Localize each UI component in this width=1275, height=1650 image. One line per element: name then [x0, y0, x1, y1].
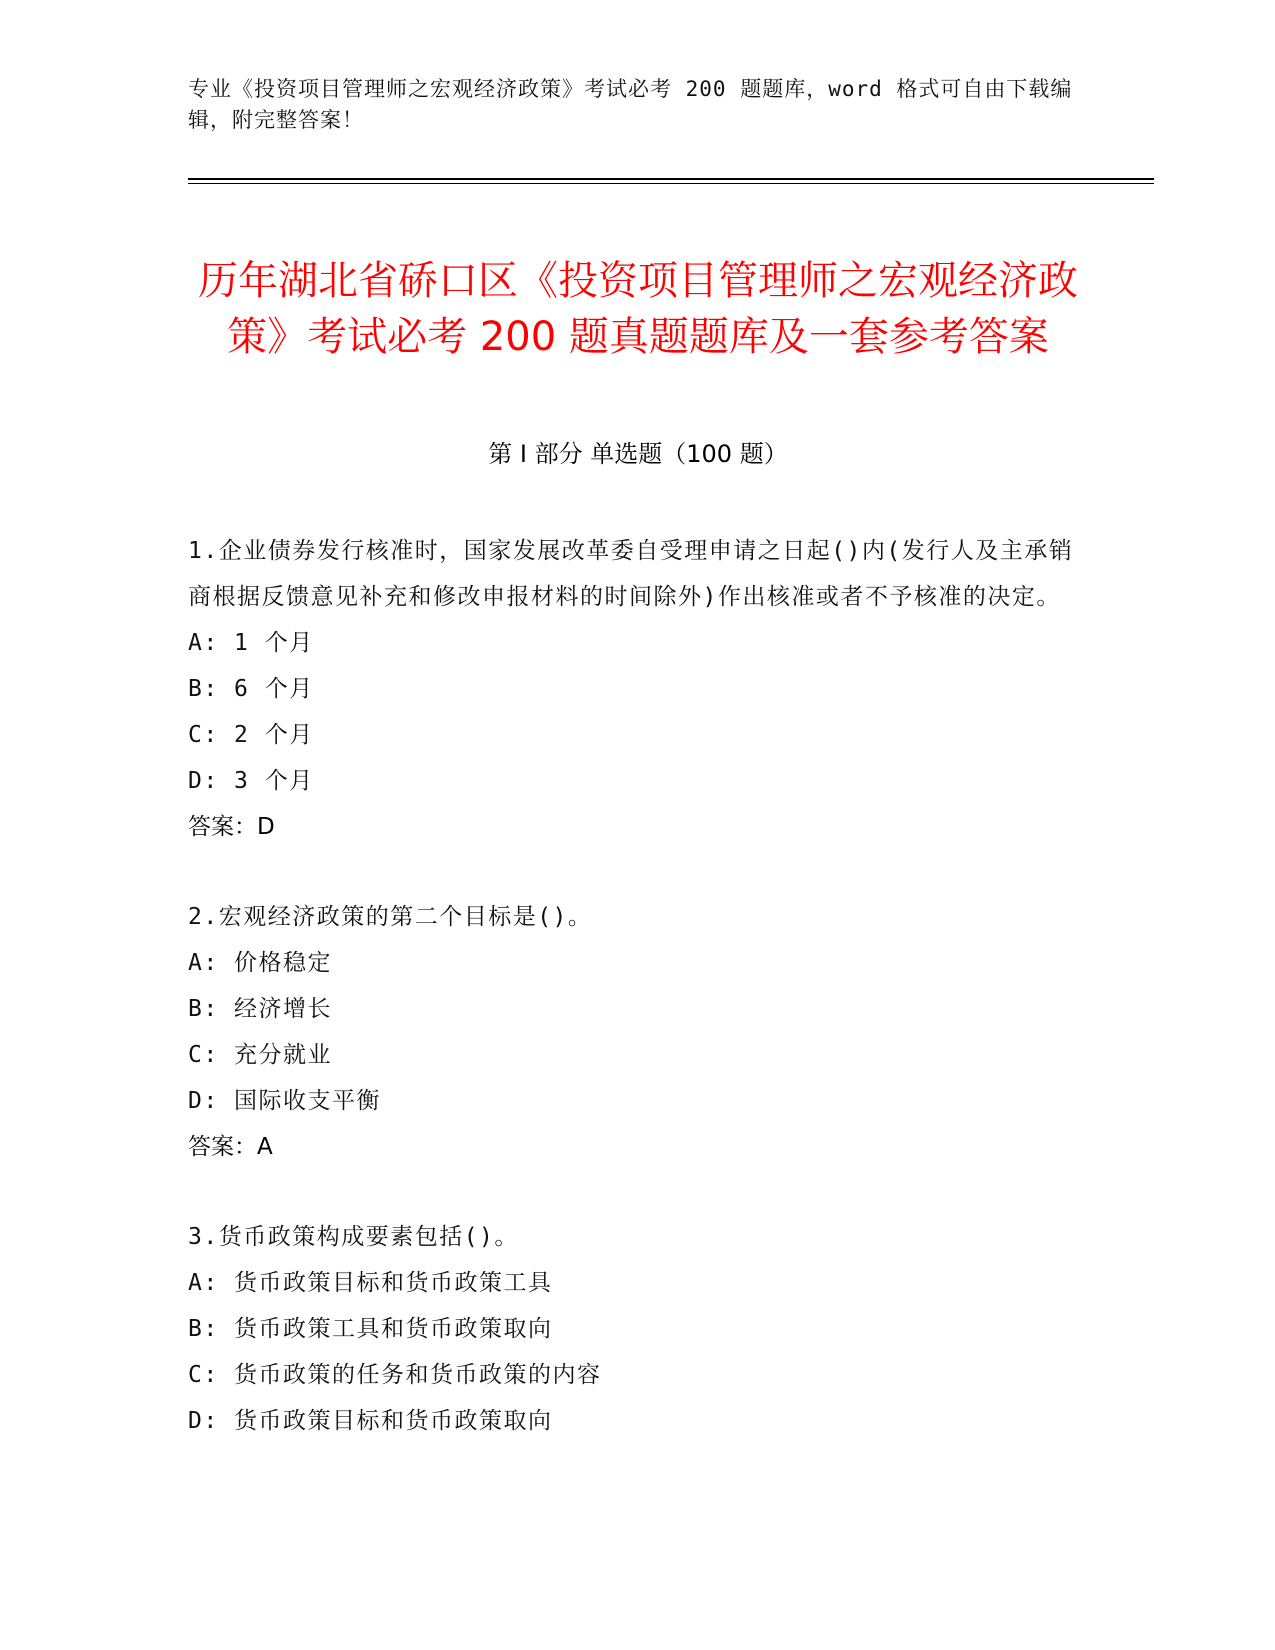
- option-d: D: 3 个月: [188, 768, 314, 794]
- answer: 答案：A: [188, 1134, 273, 1160]
- question-2: [188, 894, 1088, 1170]
- header-divider-thick: [188, 178, 1154, 180]
- option-b: B: 货币政策工具和货币政策取向: [188, 1316, 553, 1342]
- option-b: B: 6 个月: [188, 676, 314, 702]
- answer: 答案：D: [188, 814, 275, 840]
- option-d: D: 货币政策目标和货币政策取向: [188, 1408, 553, 1434]
- option-a: A: 价格稳定: [188, 950, 333, 976]
- question-stem: 1.企业债券发行核准时，国家发展改革委自受理申请之日起()内(发行人及主承销商根据反馈意见补充和修改申报材料的时间除外)作出核准或者不予核准的决定。: [188, 538, 1074, 610]
- header-divider-thin: [188, 183, 1154, 184]
- option-a: A: 1 个月: [188, 630, 314, 656]
- option-c: C: 2 个月: [188, 722, 314, 748]
- document-title: 历年湖北省硚口区《投资项目管理师之宏观经济政策》考试必考 200 题真题题库及一套参考答案: [198, 257, 1078, 360]
- option-c: C: 充分就业: [188, 1042, 333, 1068]
- option-b: B: 经济增长: [188, 996, 333, 1022]
- question-list: [188, 528, 1088, 1488]
- question-stem: 2.宏观经济政策的第二个目标是()。: [188, 904, 593, 930]
- option-a: A: 货币政策目标和货币政策工具: [188, 1270, 553, 1296]
- option-d: D: 国际收支平衡: [188, 1088, 382, 1114]
- section-heading: 第 I 部分 单选题（100 题）: [488, 440, 788, 468]
- question-1: [188, 528, 1088, 850]
- question-3: [188, 1214, 1088, 1444]
- header-note: 专业《投资项目管理师之宏观经济政策》考试必考 200 题题库，word 格式可自由下载编辑，附完整答案！: [188, 77, 1073, 132]
- question-stem: 3.货币政策构成要素包括()。: [188, 1224, 519, 1250]
- option-c: C: 货币政策的任务和货币政策的内容: [188, 1362, 602, 1388]
